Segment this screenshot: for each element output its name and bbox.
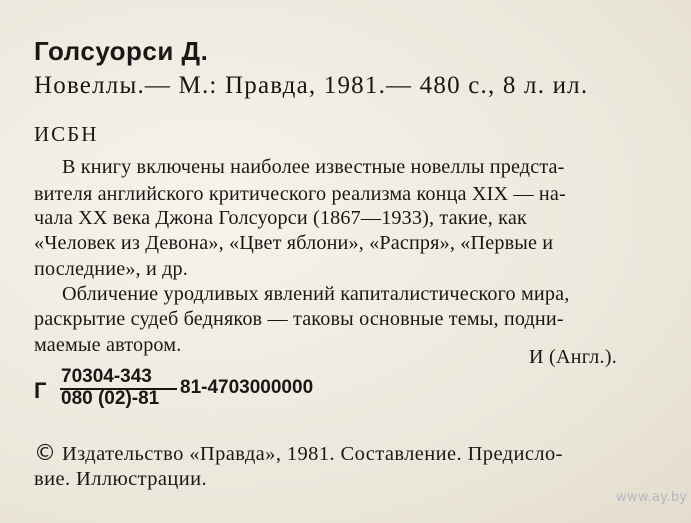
annotation-line: «Человек из Девона», «Цвет яблони», «Распря», «Первые и: [34, 232, 554, 254]
classification-index: И (Англ.).: [529, 346, 618, 368]
annotation-line: последние», и др.: [34, 258, 188, 280]
copyright-text: Издательство «Правда», 1981. Составление. Предисло-: [61, 443, 563, 465]
catalog-numerator: 70304-343: [61, 366, 152, 387]
annotation-line: раскрытие судеб бедняков — таковы основные темы, подни-: [34, 308, 564, 330]
catalog-letter: Г: [34, 378, 47, 403]
annotation-line: Обличение уродливых явлений капиталистического мира,: [62, 283, 570, 305]
isbn-label: ИСБН: [34, 122, 99, 146]
annotation-line: вителя английского критического реализма конца XIX — на-: [34, 183, 566, 205]
author-name: Голсуорси Д.: [34, 36, 209, 66]
copyright-line: вие. Иллюстрации.: [34, 468, 208, 490]
annotation-line: В книгу включены наиболее известные новеллы предста-: [62, 156, 565, 178]
annotation-line: чала XX века Джона Голсуорси (1867—1933), такие, как: [34, 207, 527, 229]
catalog-denominator: 080 (02)-81: [61, 388, 160, 409]
copyright-line: [34, 441, 563, 466]
annotation-line: маемые автором.: [34, 334, 182, 356]
catalog-suffix: 81-4703000000: [180, 377, 314, 398]
imprint-line: Новеллы.— М.: Правда, 1981.— 480 с., 8 л. ил.: [34, 72, 589, 99]
copyright-icon: ©: [34, 441, 57, 466]
site-watermark: www.ay.by: [616, 490, 688, 505]
